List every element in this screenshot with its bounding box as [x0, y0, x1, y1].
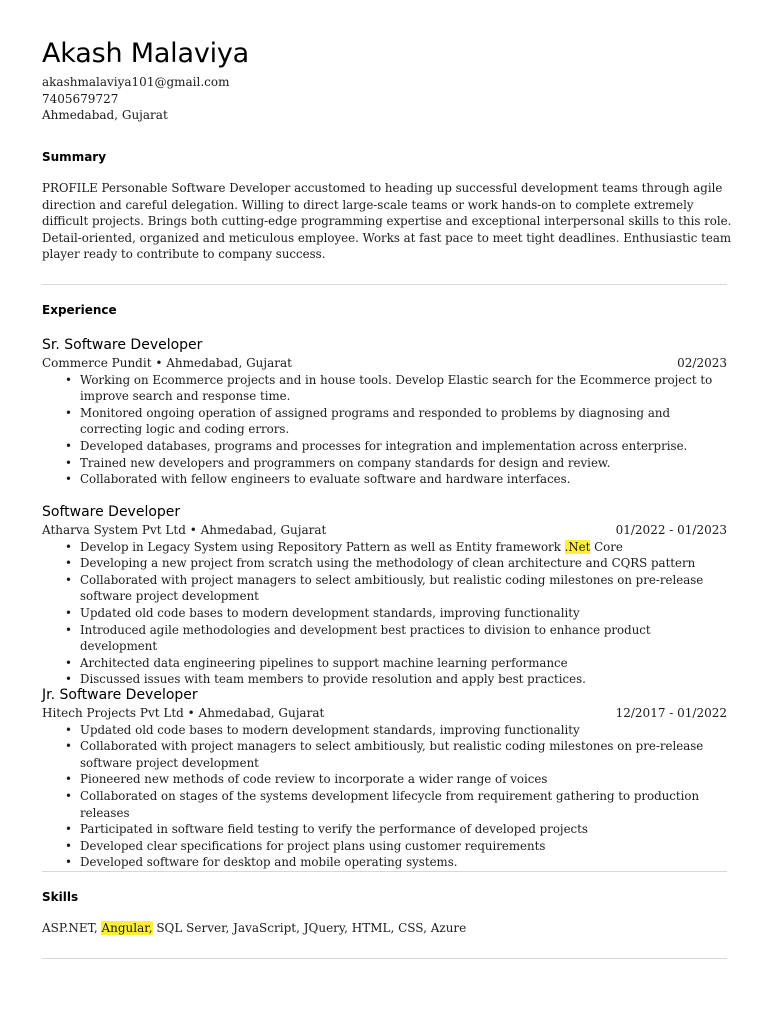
job-company: Atharva System Pvt Ltd • Ahmedabad, Gujarat — [42, 523, 327, 537]
job-entry-jr-software-developer — [42, 685, 727, 871]
list-item: • Working on Ecommerce projects and in house tools. Develop Elastic search for the Ecommerce project to improve search and response time. — [42, 372, 730, 405]
list-item: • Monitored ongoing operation of assigned programs and responded to problems by diagnosing and correcting logic and coding errors. — [42, 405, 730, 438]
list-item: • Introduced agile methodologies and development best practices to division to enhance product development — [42, 622, 730, 655]
list-item — [42, 539, 730, 556]
list-item: • Updated old code bases to modern development standards, improving functionality — [42, 722, 730, 739]
list-item: • Discussed issues with team members to provide resolution and apply best practices. — [42, 671, 730, 688]
list-item: • Collaborated with project managers to select ambitiously, but realistic coding milestones on pre-release software project development — [42, 572, 730, 605]
list-item: • Updated old code bases to modern development standards, improving functionality — [42, 605, 730, 622]
list-item: • Collaborated with project managers to select ambitiously, but realistic coding milestones on pre-release software project development — [42, 738, 730, 771]
job-dates: 02/2023 — [677, 356, 727, 370]
section-divider — [42, 284, 727, 285]
experience-heading: Experience — [42, 303, 117, 317]
skills-text: ASP.NET, — [42, 921, 102, 935]
job-entry-software-developer — [42, 502, 727, 688]
job-meta — [42, 705, 727, 722]
list-item: • Collaborated with fellow engineers to evaluate software and hardware interfaces. — [42, 471, 730, 488]
phone-text: 7405679727 — [42, 91, 119, 106]
list-item: • Participated in software field testing to verify the performance of developed projects — [42, 821, 730, 838]
skills-list — [42, 920, 466, 937]
job-dates: 01/2022 - 01/2023 — [615, 523, 727, 537]
list-item: • Developed clear specifications for project plans using customer requirements — [42, 838, 730, 855]
job-entry-sr-software-developer — [42, 335, 727, 488]
job-bullets — [42, 722, 727, 871]
skills-heading: Skills — [42, 890, 79, 904]
candidate-name: Akash Malaviya — [42, 38, 250, 69]
job-bullets — [42, 539, 727, 688]
job-title: Sr. Software Developer — [42, 337, 203, 353]
list-item: • Pioneered new methods of code review to incorporate a wider range of voices — [42, 771, 730, 788]
list-item: • Architected data engineering pipelines to support machine learning performance — [42, 655, 730, 672]
job-title: Jr. Software Developer — [42, 687, 198, 703]
skills-text: SQL Server, JavaScript, JQuery, HTML, CSS, Azure — [152, 921, 467, 935]
job-dates: 12/2017 - 01/2022 — [615, 706, 727, 720]
summary-text: PROFILE Personable Software Developer accustomed to heading up successful development teams through agile direction and careful delegation. Willing to direct large-scale teams or work hands-on to complete extremely difficult projects. Brings both cutting-edge programming expertise and exceptional interpersonal skills to this role. Detail-oriented, organized and meticulous employee. Works at fast pace to meet tight deadlines. Enthusiastic team player ready to contribute to company success. — [42, 181, 732, 262]
summary-heading: Summary — [42, 150, 107, 164]
job-company: Commerce Pundit • Ahmedabad, Gujarat — [42, 356, 292, 370]
list-item: • Collaborated on stages of the systems development lifecycle from requirement gathering to production releases — [42, 788, 730, 821]
job-meta — [42, 355, 727, 372]
job-title: Software Developer — [42, 504, 181, 520]
location-text: Ahmedabad, Gujarat — [42, 108, 168, 122]
contact-block — [42, 74, 229, 124]
job-meta — [42, 522, 727, 539]
list-item: • Trained new developers and programmers on company standards for design and review. — [42, 455, 730, 472]
job-company: Hitech Projects Pvt Ltd • Ahmedabad, Gujarat — [42, 706, 325, 720]
highlighted-text: Angular, — [101, 921, 153, 935]
list-item: • Developing a new project from scratch using the methodology of clean architecture and CQRS pattern — [42, 555, 730, 572]
section-divider — [42, 871, 727, 872]
section-divider — [42, 958, 727, 959]
bullet-text: Develop in Legacy System using Repository Pattern as well as Entity framework — [80, 539, 565, 554]
bullet-text: Core — [590, 539, 623, 554]
job-bullets — [42, 372, 727, 488]
email-text: akashmalaviya101@gmail.com — [42, 75, 230, 89]
list-item: • Developed software for desktop and mobile operating systems. — [42, 854, 730, 871]
list-item: • Developed databases, programs and processes for integration and implementation across enterprise. — [42, 438, 730, 455]
highlighted-text: .Net — [564, 539, 591, 554]
